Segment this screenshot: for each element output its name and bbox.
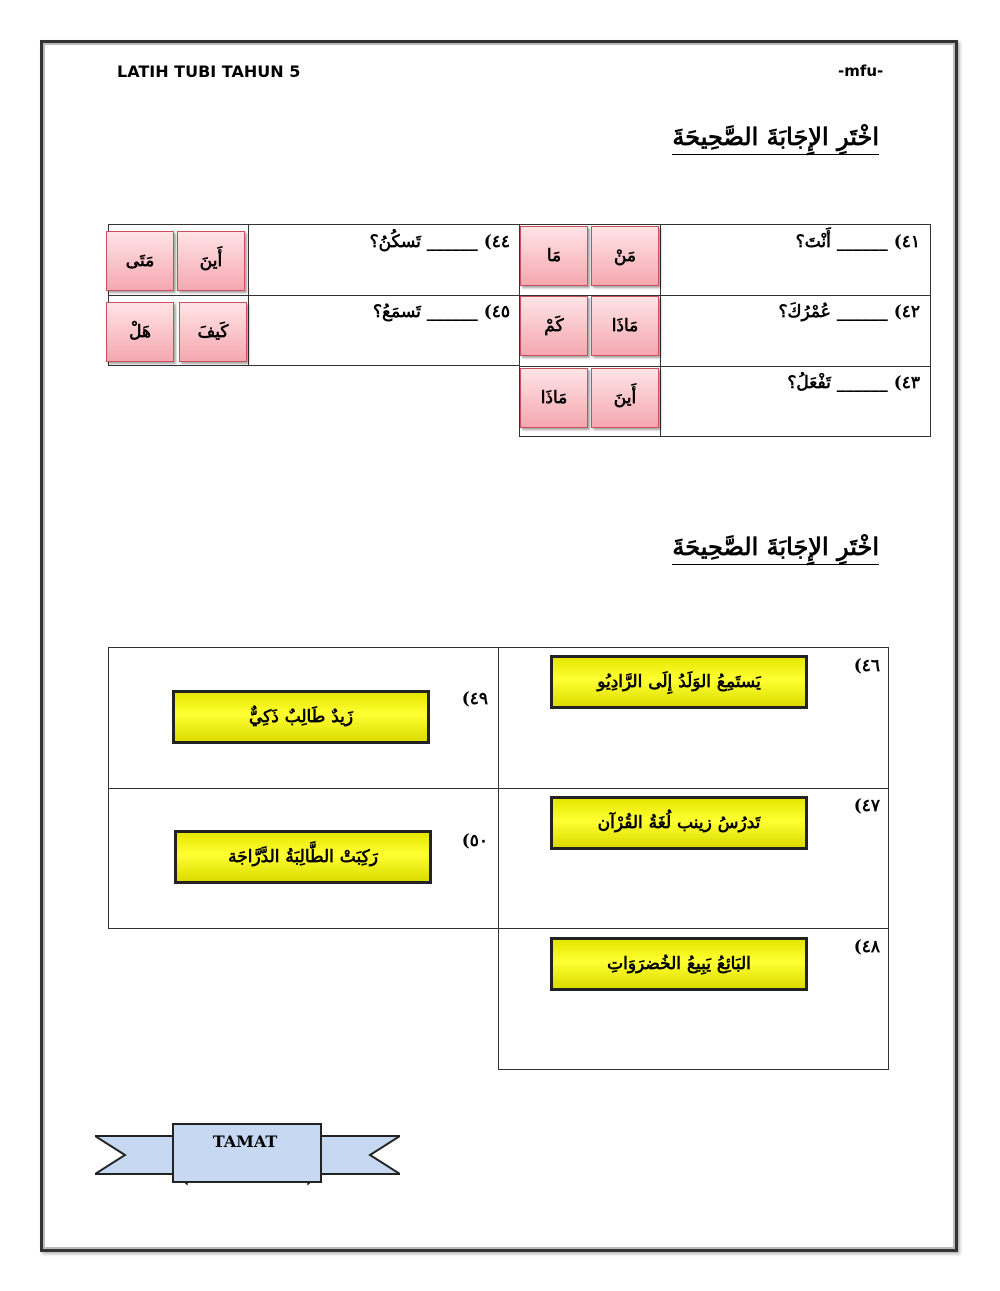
- question-41: [796, 232, 920, 252]
- worksheet-title: LATIH TUBI TAHUN 5: [117, 62, 301, 81]
- option-chip[interactable]: كَيفَ: [179, 302, 247, 362]
- option-chip[interactable]: مَنْ: [591, 226, 659, 286]
- question-number: ٤٤): [483, 232, 510, 252]
- option-chip[interactable]: هَلْ: [106, 302, 174, 362]
- answer-box-48[interactable]: البَائِعُ يَبِيعُ الخُضرَوَاتِ: [550, 937, 808, 991]
- question-number: ٤٣): [893, 373, 920, 393]
- option-chip[interactable]: كَمْ: [520, 296, 588, 356]
- question-44: [370, 232, 510, 252]
- banner-label: TAMAT: [212, 1132, 278, 1151]
- option-chip[interactable]: أَينَ: [591, 368, 659, 428]
- question-45: [373, 302, 510, 322]
- question-number: ٤١): [893, 232, 920, 252]
- question-43: [787, 373, 920, 393]
- answer-box-46[interactable]: يَستَمِعُ الوَلَدُ إِلَى الرَّادِيُو: [550, 655, 808, 709]
- item-number-47: ٤٧): [853, 796, 880, 816]
- item-number-48: ٤٨): [853, 937, 880, 957]
- item-number-50: ٥٠): [461, 831, 488, 851]
- item-number-46: ٤٦): [853, 656, 880, 676]
- option-chip[interactable]: مَا: [520, 226, 588, 286]
- item-number-49: ٤٩): [461, 689, 488, 709]
- question-text: ______ تَسمَعُ؟: [373, 302, 478, 322]
- question-text: ______ تَفْعَلُ؟: [787, 373, 888, 393]
- option-chip[interactable]: مَتَى: [106, 231, 174, 291]
- option-chip[interactable]: مَاذَا: [520, 368, 588, 428]
- author-tag: -mfu-: [838, 62, 884, 80]
- page-frame: [40, 40, 958, 1252]
- answer-box-47[interactable]: تَدرُسُ زينب لُغَةُ القُرْآن: [550, 796, 808, 850]
- question-text: ______ أَنْتَ؟: [795, 232, 888, 252]
- question-text: ______ عُمْرُكَ؟: [778, 302, 888, 322]
- section1-title: اخْتَرِ الإِجَابَةَ الصَّحِيحَةَ: [672, 122, 879, 155]
- answer-box-50[interactable]: رَكِبَتْ الطَّالِبَةُ الدَّرَّاجَة: [174, 830, 432, 884]
- question-number: ٤٥): [483, 302, 510, 322]
- option-chip[interactable]: مَاذَا: [591, 296, 659, 356]
- option-chip[interactable]: أَينَ: [177, 231, 245, 291]
- question-number: ٤٢): [893, 302, 920, 322]
- question-text: ______ تَسكُنُ؟: [369, 232, 478, 252]
- answer-box-49[interactable]: زَيدٌ طَالِبٌ ذَكِيٌّ: [172, 690, 430, 744]
- question-42: [778, 302, 920, 322]
- section2-title: اخْتَرِ الإِجَابَةَ الصَّحِيحَةَ: [672, 532, 879, 565]
